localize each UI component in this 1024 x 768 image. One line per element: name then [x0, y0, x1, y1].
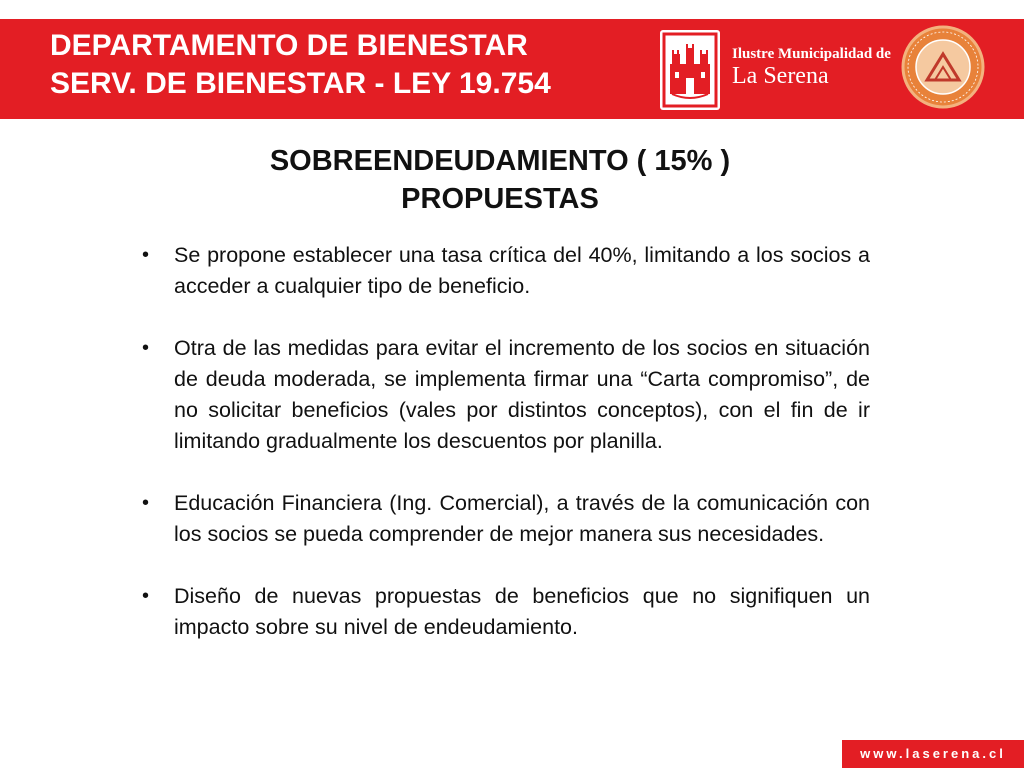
header-bar — [0, 19, 1024, 119]
bullet-icon: • — [142, 492, 150, 514]
department-title — [50, 27, 551, 103]
castle-crest-icon — [660, 30, 720, 110]
list-item-text: Otra de las medidas para evitar el incremento de los socios en situación de deuda moderada, se implementa firmar una “Carta compromiso”, de no solicitar beneficios (vales por distintos conceptos), con el fin de ir limitando gradualmente los descuentos por planilla. — [174, 336, 870, 453]
list-item-text: Se propone establecer una tasa crítica del 40%, limitando a los socios a acceder a cualquier tipo de beneficio. — [174, 243, 870, 298]
proposal-list — [142, 240, 870, 674]
municipality-logo-text — [732, 45, 891, 89]
slide-title: SOBREENDEUDAMIENTO ( 15% ) — [269, 145, 731, 177]
bienestar-seal-icon — [900, 24, 986, 110]
list-item — [142, 240, 870, 302]
list-item-text: Diseño de nuevas propuestas de beneficios que no signifiquen un impacto sobre su nivel de endeudamiento. — [174, 584, 870, 639]
list-item — [142, 581, 870, 643]
municipality-line-2: La Serena — [732, 63, 829, 89]
bullet-icon: • — [142, 244, 150, 266]
bullet-icon: • — [142, 337, 150, 359]
municipality-line-1: Ilustre Municipalidad de — [732, 46, 891, 62]
website-footer: www.laserena.cl — [842, 740, 1024, 768]
list-item — [142, 333, 870, 457]
list-item-text: Educación Financiera (Ing. Comercial), a través de la comunicación con los socios se pueda comprender de mejor manera sus necesidades. — [174, 491, 870, 546]
department-line-1: DEPARTAMENTO DE BIENESTAR — [50, 29, 528, 62]
bullet-icon: • — [142, 585, 150, 607]
list-item — [142, 488, 870, 550]
slide-subtitle: PROPUESTAS — [401, 183, 599, 215]
department-line-2: SERV. DE BIENESTAR - LEY 19.754 — [50, 67, 551, 100]
